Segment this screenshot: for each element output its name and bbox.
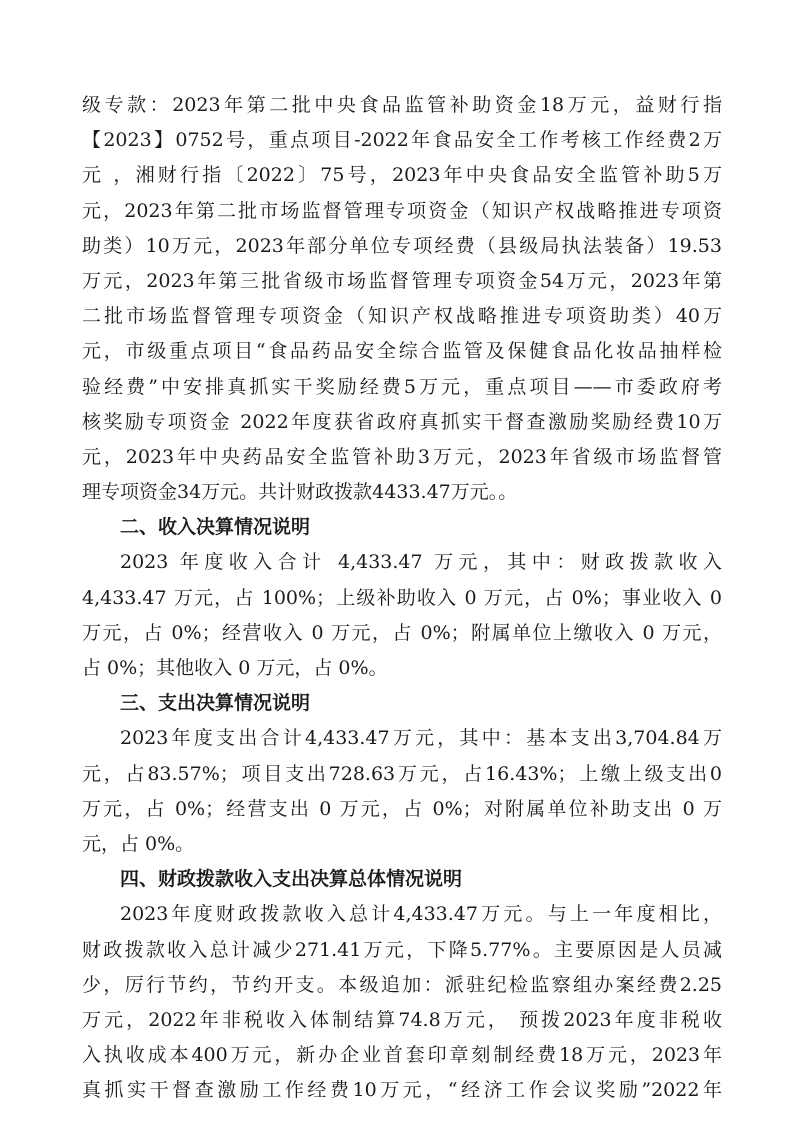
- text-line: 元 ，湘财行指〔2022〕75号，2023年中央食品安全监管补助5万: [82, 164, 722, 187]
- section-heading-expenditure: 三、支出决算情况说明: [120, 692, 311, 715]
- text-line: 理专项资金34万元。共计财政拨款4433.47万元。。: [82, 481, 518, 504]
- text-line: 少，厉行节约，节约开支。本级追加：派驻纪检监察组办案经费2.25: [82, 973, 722, 996]
- text-line: 【2023】0752号，重点项目-2022年食品安全工作考核工作经费2万: [82, 129, 722, 152]
- text-line: 入执收成本400万元，新办企业首套印章刻制经费18万元，2023年: [82, 1044, 722, 1067]
- document-page: [82, 88, 722, 1108]
- section-heading-fiscal-overview: 四、财政拨款收入支出决算总体情况说明: [120, 868, 463, 891]
- text-line: 元，占 0%。: [82, 832, 195, 855]
- text-line: 元，占83.57%；项目支出728.63万元，占16.43%；上缴上级支出0: [82, 762, 722, 785]
- text-line: 真抓实干督查激励工作经费10万元，“经济工作会议奖励”2022年: [82, 1079, 722, 1102]
- text-line: 财政拨款收入总计减少271.41万元，下降5.77%。主要原因是人员减: [82, 938, 722, 961]
- text-line: 2023 年度收入合计 4,433.47 万元，其中：财政拨款收入: [120, 551, 722, 574]
- text-line: 核奖励专项资金 2022年度获省政府真抓实干督查激励奖励经费10万: [82, 410, 722, 433]
- paragraph-expenditure: [82, 721, 722, 862]
- text-line: 占 0%；其他收入 0 万元，占 0%。: [82, 657, 388, 679]
- text-line: 万元，占 0%；经营支出 0 万元，占 0%；对附属单位补助支出 0 万: [82, 797, 722, 820]
- text-line: 二批市场监督管理专项资金（知识产权战略推进专项资助类）40万: [82, 305, 722, 328]
- paragraph-special-funds: [82, 88, 722, 510]
- text-line: 2023年度财政拨款收入总计4,433.47万元。与上一年度相比，: [120, 903, 722, 926]
- text-line: 元，2023年第二批市场监督管理专项资金（知识产权战略推进专项资: [82, 199, 722, 222]
- text-line: 助类）10万元，2023年部分单位专项经费（县级局执法装备）19.53: [82, 234, 722, 257]
- text-line: 万元，2022年非税收入体制结算74.8万元， 预拨2023年度非税收: [82, 1008, 722, 1031]
- text-line: 2023年度支出合计4,433.47万元，其中：基本支出3,704.84万: [120, 727, 722, 750]
- text-line: 万元，占 0%；经营收入 0 万元，占 0%；附属单位上缴收入 0 万元，: [82, 621, 722, 644]
- text-line: 验经费”中安排真抓实干奖励经费5万元，重点项目——市委政府考: [82, 375, 722, 398]
- text-line: 万元，2023年第三批省级市场监督管理专项资金54万元，2023年第: [82, 269, 722, 292]
- text-line: 元，市级重点项目“食品药品安全综合监管及保健食品化妆品抽样检: [82, 340, 722, 363]
- text-line: 4,433.47 万元，占 100%；上级补助收入 0 万元，占 0%；事业收入 0: [82, 586, 722, 609]
- paragraph-income: [82, 545, 722, 686]
- paragraph-fiscal-overview: [82, 897, 722, 1108]
- text-line: 元，2023年中央药品安全监管补助3万元，2023年省级市场监督管: [82, 445, 722, 468]
- text-line: 级专款：2023年第二批中央食品监管补助资金18万元，益财行指: [82, 94, 722, 116]
- section-heading-income: 二、收入决算情况说明: [120, 516, 311, 539]
